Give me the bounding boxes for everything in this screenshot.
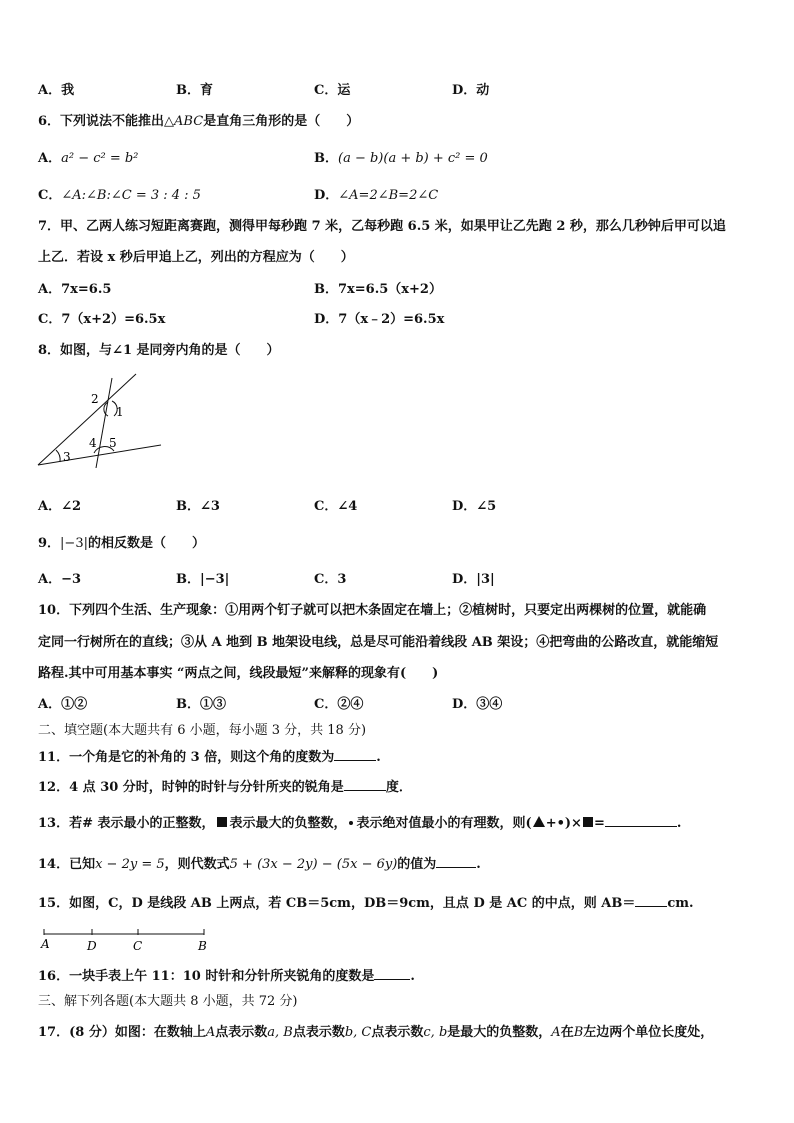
q7-option-b: B．7x=6.5（x+2） [314,282,442,297]
q12-text: 12．4 点 30 分时，时钟的时针与分针所夹的锐角是 [38,780,344,795]
q7-stem-line1: 7．甲、乙两人练习短距离赛跑，测得甲每秒跑 7 米，乙每秒跑 6.5 米，如果甲让乙先跑 2 秒，那么几秒钟后甲可以追 [38,219,726,234]
q7-stem-line2: 上乙．若设 x 秒后甲追上乙，列出的方程应为（ ） [38,250,354,265]
q6-option-a [38,150,138,168]
q10-stem-line3: 路程.其中可用基本事实 “两点之间，线段最短”来解释的现象有( ) [38,666,439,681]
q9-option-b: B．|−3| [176,572,230,587]
q17-math-2: a [267,1025,275,1040]
q17-text-4: 点表示数 [371,1025,424,1040]
q7-option-d: D．7（x﹣2）=6.5x [314,312,445,327]
q14-answer-blank[interactable] [436,867,476,868]
q14-tail: . [476,857,481,872]
q9-option-d: D．|3| [452,572,495,587]
q14-text-2: ，则代数式 [164,857,230,872]
q15 [38,895,694,913]
q12 [38,779,412,797]
q14 [38,856,481,874]
q9-stem-tail: 的相反数是（ ） [87,536,205,551]
q17-text-7: 左边两个单位长度处， [583,1025,714,1040]
q17-text-5: 是最大的负整数， [447,1025,552,1040]
q12-tail: 度． [385,780,412,795]
q7-option-a: A．7x=6.5 [38,282,112,297]
q5-option-d: D．动 [452,83,490,98]
q17-text-3: 点表示数 [292,1025,345,1040]
q6-option-c-math: ∠A:∠B:∠C = 3 : 4 : 5 [61,188,201,203]
q8-label-2: 2 [91,392,99,406]
q6-stem-tail: 是直角三角形的是（ ） [203,114,360,129]
q6-option-d [314,187,438,205]
q15-answer-blank[interactable] [635,906,667,907]
q11 [38,749,381,767]
q13-text-5: = [593,816,605,831]
q11-text: 11．一个角是它的补角的 3 倍，则这个角的度数为 [38,750,335,765]
q8-option-c: C．∠4 [314,499,358,514]
q17-math-6: A [551,1025,561,1040]
q6-triangle: △ABC [164,114,204,129]
black-square-icon [217,817,227,827]
q17-text-6: 在 [560,1025,574,1040]
q6-option-b-label: B． [314,151,338,166]
q15-label-b: B [198,939,207,953]
bullet-icon [349,821,353,825]
q17-math-5: c, b [423,1025,448,1040]
q9-number: 9． [38,536,61,551]
q16-text: 16．一块手表上午 11：10 时针和分针所夹锐角的度数是 [38,969,375,984]
q9-abs-expr: |−3| [60,536,88,551]
q6-option-c-label: C． [38,188,62,203]
section-2-heading: 二、填空题(本大题共有 6 小题，每小题 3 分，共 18 分) [38,723,367,738]
q17-math-7: B [573,1025,584,1040]
q8-angle-figure [36,368,166,468]
q11-tail: . [376,750,381,765]
q14-condition-math: x − 2y = 5 [95,857,165,872]
q17-math-4: b, C [344,1025,372,1040]
q8-stem: 8．如图，与∠1 是同旁内角的是（ ） [38,343,280,358]
q13 [38,815,681,833]
q9-option-c: C．3 [314,572,347,587]
q13-text-4: +•)× [545,816,582,831]
q6-stem [38,113,359,131]
q16-answer-blank[interactable] [374,979,410,980]
q17-text-1: 17．(8 分）如图：在数轴上 [38,1025,206,1040]
q10-option-a: A．①② [38,697,88,712]
q17-text-2: 点表示数 [215,1025,268,1040]
q6-option-a-label: A． [38,151,62,166]
black-square-icon-2 [583,817,593,827]
q8-label-3: 3 [63,450,71,464]
q15-segment-figure [40,926,210,956]
q13-text-1: 13．若# 表示最小的正整数， [38,816,215,831]
q15-label-d: D [87,939,97,953]
q8-option-b: B．∠3 [176,499,220,514]
q9-stem [38,535,205,553]
q9-option-a: A．−3 [38,572,82,587]
q15-label-a: A [41,937,50,951]
q5-option-c: C．运 [314,83,351,98]
q8-label-4: 4 [89,436,97,450]
q6-option-b-math: (a − b)(a + b) + c² = 0 [338,151,488,166]
q5-option-b: B．育 [176,83,213,98]
q13-text-3: 表示绝对值最小的有理数，则( [356,816,532,831]
q8-option-d: D．∠5 [452,499,497,514]
q17-math-3: , B [275,1025,293,1040]
q6-option-c [38,187,201,205]
q14-expression-math: 5 + (3x − 2y) − (5x − 6y) [229,857,398,872]
q10-option-d: D．③④ [452,697,503,712]
q13-tail: . [676,816,682,831]
q8-label-1: 1 [116,405,124,419]
q11-answer-blank[interactable] [334,760,376,761]
q6-option-d-label: D． [314,188,339,203]
q15-label-c: C [133,939,143,953]
q15-text: 15．如图，C，D 是线段 AB 上两点，若 CB＝5cm，DB＝9cm，且点 D 是 AC 的中点，则 AB＝ [38,896,636,911]
q16 [38,968,415,986]
q6-option-d-math: ∠A=2∠B=2∠C [338,188,439,203]
q16-tail: . [410,969,415,984]
q8-label-5: 5 [109,436,117,450]
q13-text-2: 表示最大的负整数， [229,816,347,831]
q6-option-a-math: a² − c² = b² [61,151,139,166]
q14-text-1: 14．已知 [38,857,96,872]
q10-option-b: B．①③ [176,697,226,712]
q10-option-c: C．②④ [314,697,364,712]
black-triangle-icon [533,816,545,827]
q12-answer-blank[interactable] [344,790,386,791]
q7-option-c: C．7（x+2）=6.5x [38,312,166,327]
q6-option-b [314,150,488,168]
q8-option-a: A．∠2 [38,499,82,514]
section-3-heading: 三、解下列各题(本大题共 8 小题，共 72 分) [38,994,298,1009]
q8-arc-3 [56,450,60,462]
q6-stem-text: 6．下列说法不能推出 [38,114,165,129]
q17 [38,1024,713,1042]
q17-math-1: A [205,1025,216,1040]
q15-tail: cm. [667,896,694,911]
q10-stem-line2: 定同一行树所在的直线；③从 A 地到 B 地架设电线，总是尽可能沿着线段 AB 架设；④把弯曲的公路改直，就能缩短 [38,635,719,650]
q13-answer-blank[interactable] [605,826,677,827]
q14-text-3: 的值为 [397,857,437,872]
q10-stem-line1: 10．下列四个生活、生产现象：①用两个钉子就可以把木条固定在墙上；②植树时，只要定出两棵树的位置，就能确 [38,603,707,618]
q5-option-a: A．我 [38,83,75,98]
